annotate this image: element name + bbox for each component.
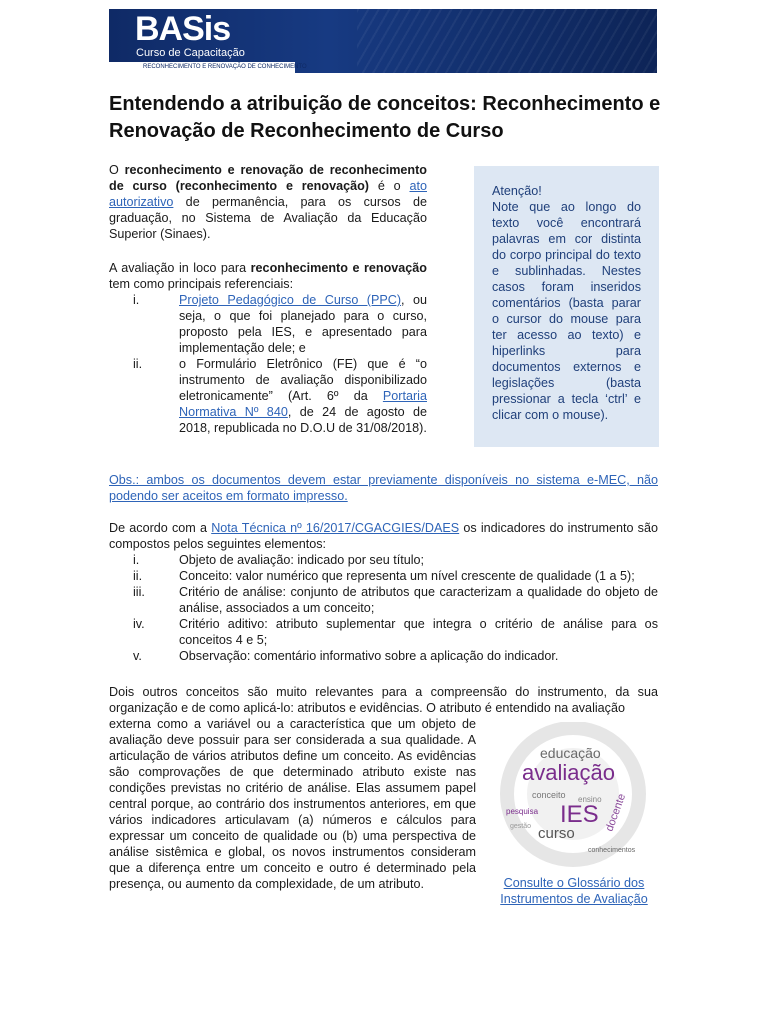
intro-text-3: de permanência, para os cursos de graduação, no Sistema de Avaliação da Educação Superior (Sinaes). (109, 195, 427, 241)
list-number: i. (133, 293, 140, 307)
atributos-paragraph-top: Dois outros conceitos são muito relevantes para a compreensão do instrumento, da sua organização e de como aplicá-lo: atributos e evidências. O atributo é entendido na avaliação (109, 685, 658, 715)
ref-text-2: tem como principais referenciais: (109, 277, 294, 291)
list-item (109, 356, 427, 436)
list-item (109, 584, 658, 616)
attention-box (474, 166, 659, 447)
list-item (109, 568, 658, 584)
basis-logo: BASis (135, 10, 231, 48)
intro-bold: reconhecimento e renovação de reconhecimento de curso (reconhecimento e renovação) (109, 163, 428, 193)
banner-subtitle: Curso de Capacitação (136, 47, 245, 59)
cloud-word: conhecimentos (588, 847, 636, 854)
list-item-text: Critério aditivo: atributo suplementar que integra o critério de análise para os conceitos 4 e 5; (179, 617, 658, 647)
intro-text-2: é o (368, 179, 410, 193)
list-item (109, 292, 427, 356)
cloud-word: IES (560, 801, 599, 828)
list-item (109, 648, 658, 664)
elementos-paragraph (109, 520, 658, 664)
list-number: iv. (133, 617, 145, 631)
ref-text-1: A avaliação in loco para (109, 261, 251, 275)
cloud-word: docente (603, 792, 629, 834)
list-item-text: , ou seja, o que foi planejado para o curso, proposto pela IES, e apresentado para implementação dele; e (179, 293, 427, 355)
banner-pattern (357, 9, 657, 73)
list-number: v. (133, 649, 142, 663)
ref-bold: reconhecimento e renovação (250, 261, 427, 275)
cloud-word: pesquisa (506, 807, 539, 816)
attention-body: Note que ao longo do texto você encontrará palavras em cor distinta do corpo principal do texto e sublinhadas. Nestes casos foram inseridos comentários (basta parar o cursor do mouse para ter acesso ao texto) e hiperlinks para documentos externos e legislações (basta pressionar a tecla ‘ctrl’ e clicar com o mouse). (492, 200, 641, 422)
page-title: Entendendo a atribuição de conceitos: Reconhecimento e Renovação de Reconhecimento de Curso (109, 93, 661, 142)
banner-strip: RECONHECIMENTO E RENOVAÇÃO DE CONHECIMENTO (109, 62, 295, 73)
elem-text-1: De acordo com a (109, 521, 212, 535)
cloud-word: curso (538, 825, 575, 842)
intro-text-1: O (109, 163, 125, 177)
elementos-list (109, 552, 658, 664)
attention-heading: Atenção! (492, 184, 542, 198)
cloud-word: gestão (510, 823, 532, 830)
elem-text-2: os indicadores do instrumento são compostos pelos seguintes elementos: (109, 521, 658, 551)
list-item-text: Observação: comentário informativo sobre a aplicação do indicador. (179, 649, 559, 663)
list-number: iii. (133, 585, 145, 599)
cloud-word: conceito (532, 790, 566, 800)
list-number: ii. (133, 357, 143, 371)
portaria-link[interactable]: Portaria Normativa Nº 840 (179, 389, 427, 419)
obs-comment-link[interactable]: Obs.: ambos os documentos devem estar previamente disponíveis no sistema e-MEC, não podendo ser aceitos em formato impresso. (109, 473, 658, 503)
referenciais-list (109, 292, 427, 436)
list-item (109, 552, 658, 568)
atributos-paragraph-wrapped: externa como a variável ou a característica que um objeto de avaliação deve possuir para ser considerada a sua qualidade. A articulação de vários atributos define um conceito. As evidências são comprovações de que determinado atributo existe nas condições previstas no critério de análise. Elas assumem papel central porque, ao contrário dos instrumentos anteriores, em que vários indicadores articulavam (a) números e cálculos para expressar um conceito de qualidade ou (b) uma perspectiva de análise sistêmica e global, os novos instrumentos consideram que a diferença entre um conceito e outro é determinado pela presença, ou aumento da complexidade, de um atributo. (109, 717, 476, 891)
list-item (109, 616, 658, 648)
list-item-text: o Formulário Eletrônico (FE) que é “o instrumento de avaliação disponibilizado eletronicamente” (Art. 6º da (179, 357, 427, 403)
word-cloud-image[interactable] (492, 722, 654, 867)
header-banner (109, 9, 657, 73)
list-number: ii. (133, 569, 143, 583)
cloud-word: avaliação (522, 760, 615, 785)
list-item-text: , de 24 de agosto de 2018, republicada no D.O.U de 31/08/2018). (179, 405, 427, 435)
list-number: i. (133, 553, 140, 567)
glossario-link[interactable]: Consulte o Glossário dos Instrumentos de Avaliação (500, 876, 648, 906)
list-item-text: Conceito: valor numérico que representa um nível crescente de qualidade (1 a 5); (179, 569, 635, 583)
ppc-link[interactable]: Projeto Pedagógico de Curso (PPC) (179, 293, 402, 307)
cloud-word: ensino (578, 795, 602, 804)
cloud-word: educação (540, 745, 601, 761)
list-item-text: Critério de análise: conjunto de atributos que caracterizam a qualidade do objeto de análise, associados a um conceito; (179, 585, 658, 615)
referenciais-paragraph (109, 260, 427, 436)
ato-autorizativo-link[interactable]: ato autorizativo (109, 179, 427, 209)
list-item-text: Objeto de avaliação: indicado por seu título; (179, 553, 425, 567)
intro-paragraph (109, 162, 427, 242)
nota-tecnica-link[interactable]: Nota Técnica nº 16/2017/CGACGIES/DAES (211, 521, 460, 535)
